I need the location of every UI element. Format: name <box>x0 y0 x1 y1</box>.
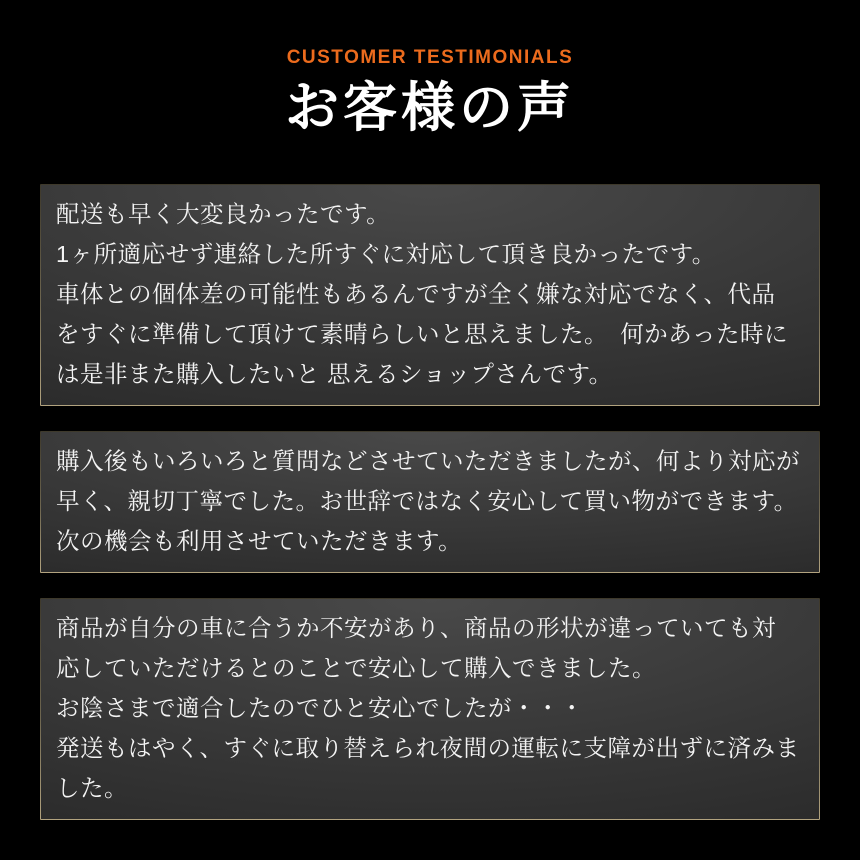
testimonial-text: 商品が自分の車に合うか不安があり、商品の形状が違っていても対 応していただけるとのことで安心して購入できました。 お陰さまで適合したのでひと安心でしたが・・・ 発送もはやく、すぐに取り替えられ夜間の運転に支障が出ずに済みま した。 <box>41 599 819 819</box>
testimonial-card <box>40 184 820 406</box>
testimonial-card <box>40 598 820 820</box>
testimonial-text: 購入後もいろいろと質問などさせていただきましたが、何より対応が 早く、親切丁寧でした。お世辞ではなく安心して買い物ができます。 次の機会も利用させていただきます。 <box>41 432 819 572</box>
header-eyebrow: CUSTOMER TESTIMONIALS <box>286 47 574 68</box>
testimonial-list <box>40 184 820 820</box>
testimonial-text: 配送も早く大変良かったです。 1ヶ所適応せず連絡した所すぐに対応して頂き良かったです。 車体との個体差の可能性もあるんですが全く嫌な対応でなく、代品 をすぐに準備して頂けて素晴らしいと思えました。 何かあった時に は是非また購入したいと 思えるショップさんです。 <box>41 185 819 405</box>
page-header <box>0 0 860 140</box>
testimonial-card <box>40 431 820 573</box>
page-title: お客様の声 <box>285 78 575 138</box>
